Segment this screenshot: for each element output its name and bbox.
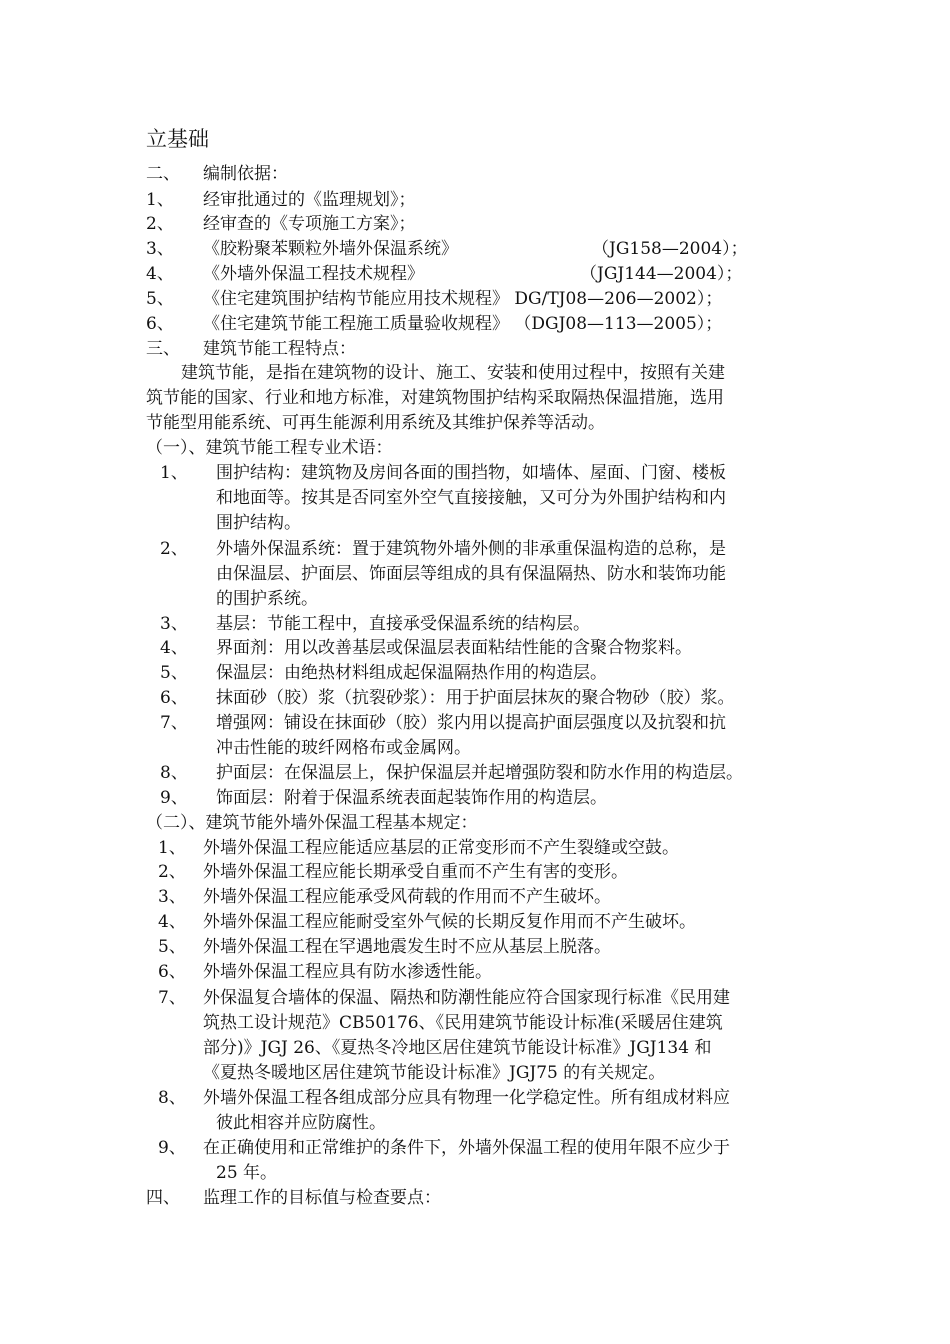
rule-7-line: 外保温复合墙体的保温、隔热和防潮性能应符合国家现行标准《民用建 [203,988,730,1008]
rule-8-number: 8、 [158,1088,186,1108]
rule-7-line: 筑热工设计规范》CB50176、《民用建筑节能设计标准(采暖居住建筑 [203,1013,723,1033]
rule-9-line: 25 年。 [216,1163,278,1183]
section-2-heading: 编制依据： [203,164,288,184]
section-2-number: 二、 [146,164,180,184]
term-8-number: 8、 [160,763,188,783]
term-2-line: 由保温层、护面层、饰面层等组成的具有保温隔热、防水和装饰功能 [216,564,726,584]
basis-item-2-text: 经审查的《专项施工方案》； [203,214,416,234]
term-7-line: 增强网：铺设在抹面砂（胶）浆内用以提高护面层强度以及抗裂和抗 [216,713,726,733]
section-4-number: 四、 [146,1188,180,1208]
term-5-line: 保温层：由绝热材料组成起保温隔热作用的构造层。 [216,663,607,683]
rule-4-line: 外墙外保温工程应能耐受室外气候的长期反复作用而不产生破坏。 [203,912,696,932]
term-3-line: 基层：节能工程中，直接承受保温系统的结构层。 [216,614,590,634]
term-6-number: 6、 [160,688,188,708]
rule-8-line: 彼此相容并应防腐性。 [216,1113,386,1133]
subsection-2-heading: （二）、建筑节能外墙外保温工程基本规定： [146,813,478,833]
rule-3-line: 外墙外保温工程应能承受风荷载的作用而不产生破坏。 [203,887,611,907]
rule-9-number: 9、 [158,1138,186,1158]
term-1-line: 围护结构：建筑物及房间各面的围挡物，如墙体、屋面、门窗、楼板 [216,463,726,483]
section-3-number: 三、 [146,339,180,359]
term-6-line: 抹面砂（胶）浆（抗裂砂浆）：用于护面层抹灰的聚合物砂（胶）浆。 [216,688,735,708]
term-8-line: 护面层：在保温层上，保护保温层并起增强防裂和防水作用的构造层。 [216,763,743,783]
term-7-number: 7、 [160,713,188,733]
term-1-line: 围护结构。 [216,513,301,533]
subsection-1-heading: （一）、建筑节能工程专业术语： [146,438,393,458]
basis-item-4-text: 《外墙外保温工程技术规程》 [203,264,424,284]
term-5-number: 5、 [160,663,188,683]
basis-item-6-number: 6、 [146,314,174,334]
section-4-heading: 监理工作的目标值与检查要点： [203,1188,441,1208]
term-7-line: 冲击性能的玻纤网格布或金属网。 [216,738,471,758]
rule-7-line: 部分)》JGJ 26、《夏热冬冷地区居住建筑节能设计标准》JGJ134 和 [203,1038,712,1058]
section-3-heading: 建筑节能工程特点： [203,339,356,359]
basis-item-5-text: 《住宅建筑围护结构节能应用技术规程》 DG/TJ08—206—2002）； [203,289,723,309]
basis-item-3-code: （JG158—2004）； [592,239,748,259]
term-4-line: 界面剂：用以改善基层或保温层表面粘结性能的含聚合物浆料。 [216,638,692,658]
basis-item-1-number: 1、 [146,190,174,210]
rule-6-number: 6、 [158,962,186,982]
rule-6-line: 外墙外保温工程应具有防水渗透性能。 [203,962,492,982]
page-title: 立基础 [146,127,209,151]
intro-paragraph-line: 建筑节能，是指在建筑物的设计、施工、安装和使用过程中，按照有关建 [181,363,725,383]
basis-item-5-number: 5、 [146,289,174,309]
term-1-line: 和地面等。按其是否同室外空气直接接触，又可分为外围护结构和内 [216,488,726,508]
term-2-line: 的围护系统。 [216,589,318,609]
intro-paragraph-line: 节能型用能系统、可再生能源利用系统及其维护保养等活动。 [146,413,605,433]
rule-7-line: 《夏热冬暖地区居住建筑节能设计标准》JGJ75 的有关规定。 [203,1063,666,1083]
term-9-number: 9、 [160,788,188,808]
rule-4-number: 4、 [158,912,186,932]
rule-5-line: 外墙外保温工程在罕遇地震发生时不应从基层上脱落。 [203,937,611,957]
rule-1-number: 1、 [158,838,186,858]
basis-item-6-text: 《住宅建筑节能工程施工质量验收规程》 （DGJ08—113—2005）； [203,314,723,334]
rule-2-line: 外墙外保温工程应能长期承受自重而不产生有害的变形。 [203,862,628,882]
basis-item-3-text: 《胶粉聚苯颗粒外墙外保温系统》 [203,239,458,259]
rule-3-number: 3、 [158,887,186,907]
rule-8-line: 外墙外保温工程各组成部分应具有物理一化学稳定性。所有组成材料应 [203,1088,730,1108]
term-1-number: 1、 [160,463,188,483]
rule-2-number: 2、 [158,862,186,882]
term-9-line: 饰面层：附着于保温系统表面起装饰作用的构造层。 [216,788,607,808]
term-2-line: 外墙外保温系统：置于建筑物外墙外侧的非承重保温构造的总称，是 [216,539,726,559]
rule-9-line: 在正确使用和正常维护的条件下，外墙外保温工程的使用年限不应少于 [203,1138,730,1158]
rule-7-number: 7、 [158,988,186,1008]
term-3-number: 3、 [160,614,188,634]
rule-1-line: 外墙外保温工程应能适应基层的正常变形而不产生裂缝或空鼓。 [203,838,679,858]
basis-item-4-number: 4、 [146,264,174,284]
basis-item-1-text: 经审批通过的《监理规划》； [203,190,416,210]
basis-item-2-number: 2、 [146,214,174,234]
term-2-number: 2、 [160,539,188,559]
basis-item-3-number: 3、 [146,239,174,259]
basis-item-4-code: （JGJ144—2004）； [580,264,743,284]
intro-paragraph-line: 筑节能的国家、行业和地方标准，对建筑物围护结构采取隔热保温措施，选用 [146,388,724,408]
term-4-number: 4、 [160,638,188,658]
rule-5-number: 5、 [158,937,186,957]
